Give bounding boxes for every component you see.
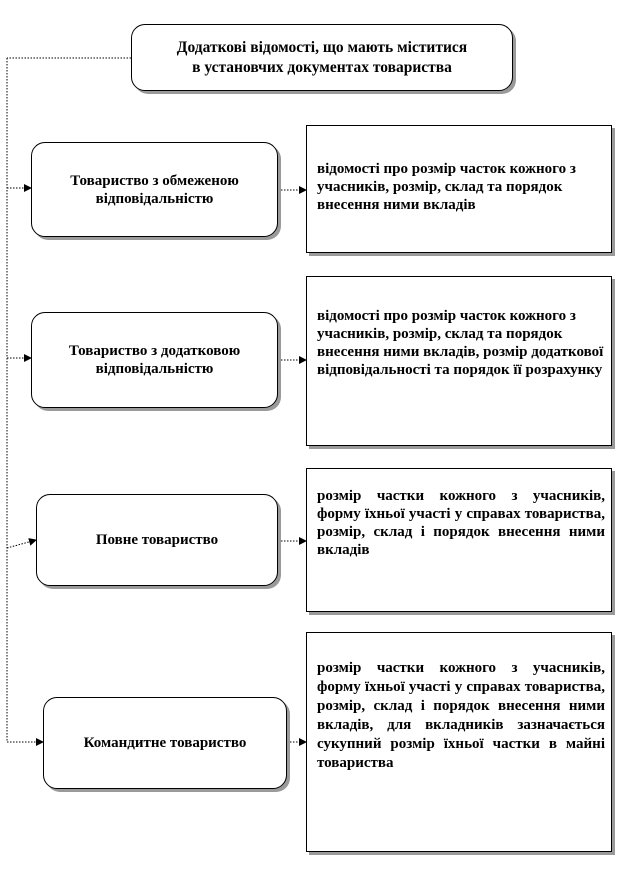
header-title-line2: в установчих документах товариства [192,58,452,76]
company-type-label: Товариство з додатковою відповідальністю [68,343,241,377]
company-type-label: Повне товариство [95,532,219,548]
company-type-label: Товариство з обмеженою відповідальністю [70,172,239,207]
header-box [131,24,513,91]
details-text: відомості про розмір часток кожного з учасників, розмір, склад та порядок внесення ними вкладів [317,161,576,213]
details-text: розмір частки кожного з учасників, форму їхньої участі у справах товариства, розмір, склад і порядок внесення ними вкладів, для вкладників зазначається сукупний розмір їхньої частки в майні товариства [317,660,605,771]
branch-arrow-3 [7,540,36,548]
details-limited-partnership [306,632,612,852]
details-llc [306,125,612,253]
details-text: відомості про розмір часток кожного з учасників, розмір, склад та порядок внесення ними вкладів, розмір додаткової відповідальності та порядок її розрахунку [317,308,604,378]
details-general-partnership [306,468,612,612]
company-type-limited-partnership [43,697,287,789]
details-additional-liability [306,276,612,446]
details-text: розмір частки кожного з учасників, форму їхньої участі у справах товариства, розмір, склад і порядок внесення ними вкладів [317,488,605,558]
company-type-additional-liability [31,312,278,408]
company-type-llc [31,142,278,237]
company-type-general-partnership [36,494,278,586]
company-type-label: Командитне товариство [83,735,247,751]
header-title-line1: Додаткові відомості, що мають міститися [176,38,468,56]
